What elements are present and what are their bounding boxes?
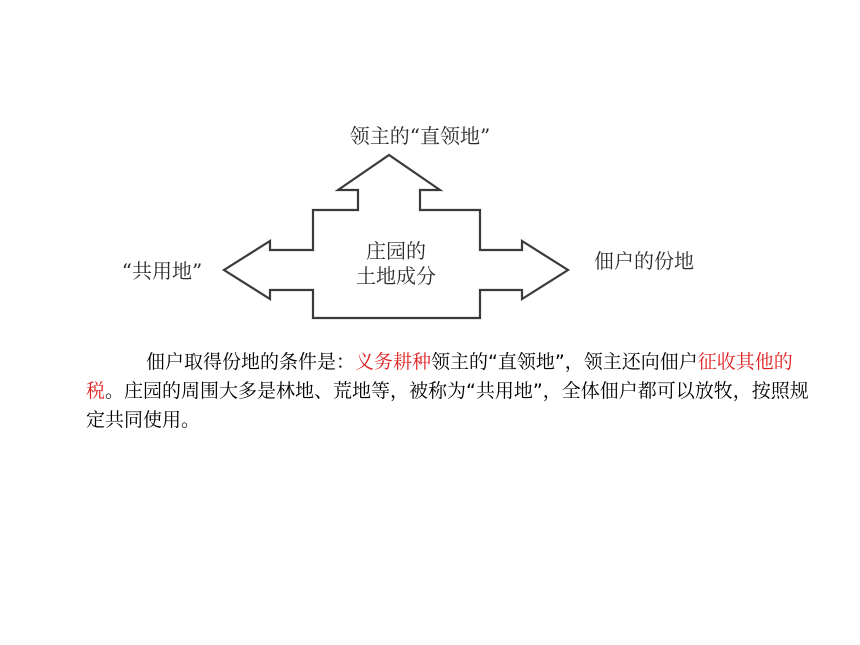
right-label-tenant-holdings: 佃户的份地 [594,249,694,273]
left-label-common-land: “共用地” [121,259,203,283]
four-way-arrow-shape [224,155,568,318]
highlight-compulsory-farming: 义务耕种 [355,351,432,373]
top-label-lord-demesne: 领主的“直领地” [349,124,491,148]
diagram-center-label-line2: 土地成分 [356,264,436,288]
description-paragraph [86,348,816,435]
diagram-center-label-line1: 庄园的 [366,239,426,263]
highlight-other-taxes: 征收其他的税 [86,351,793,402]
description-part2: 领主的“直领地”，领主还向佃户 [431,351,698,373]
description-part3: 。庄园的周围大多是林地、荒地等，被称为“共用地”，全体佃户都可以放牧，按照规定共同使用。 [86,380,809,431]
description-part1: 佃户取得份地的条件是： [146,351,356,373]
